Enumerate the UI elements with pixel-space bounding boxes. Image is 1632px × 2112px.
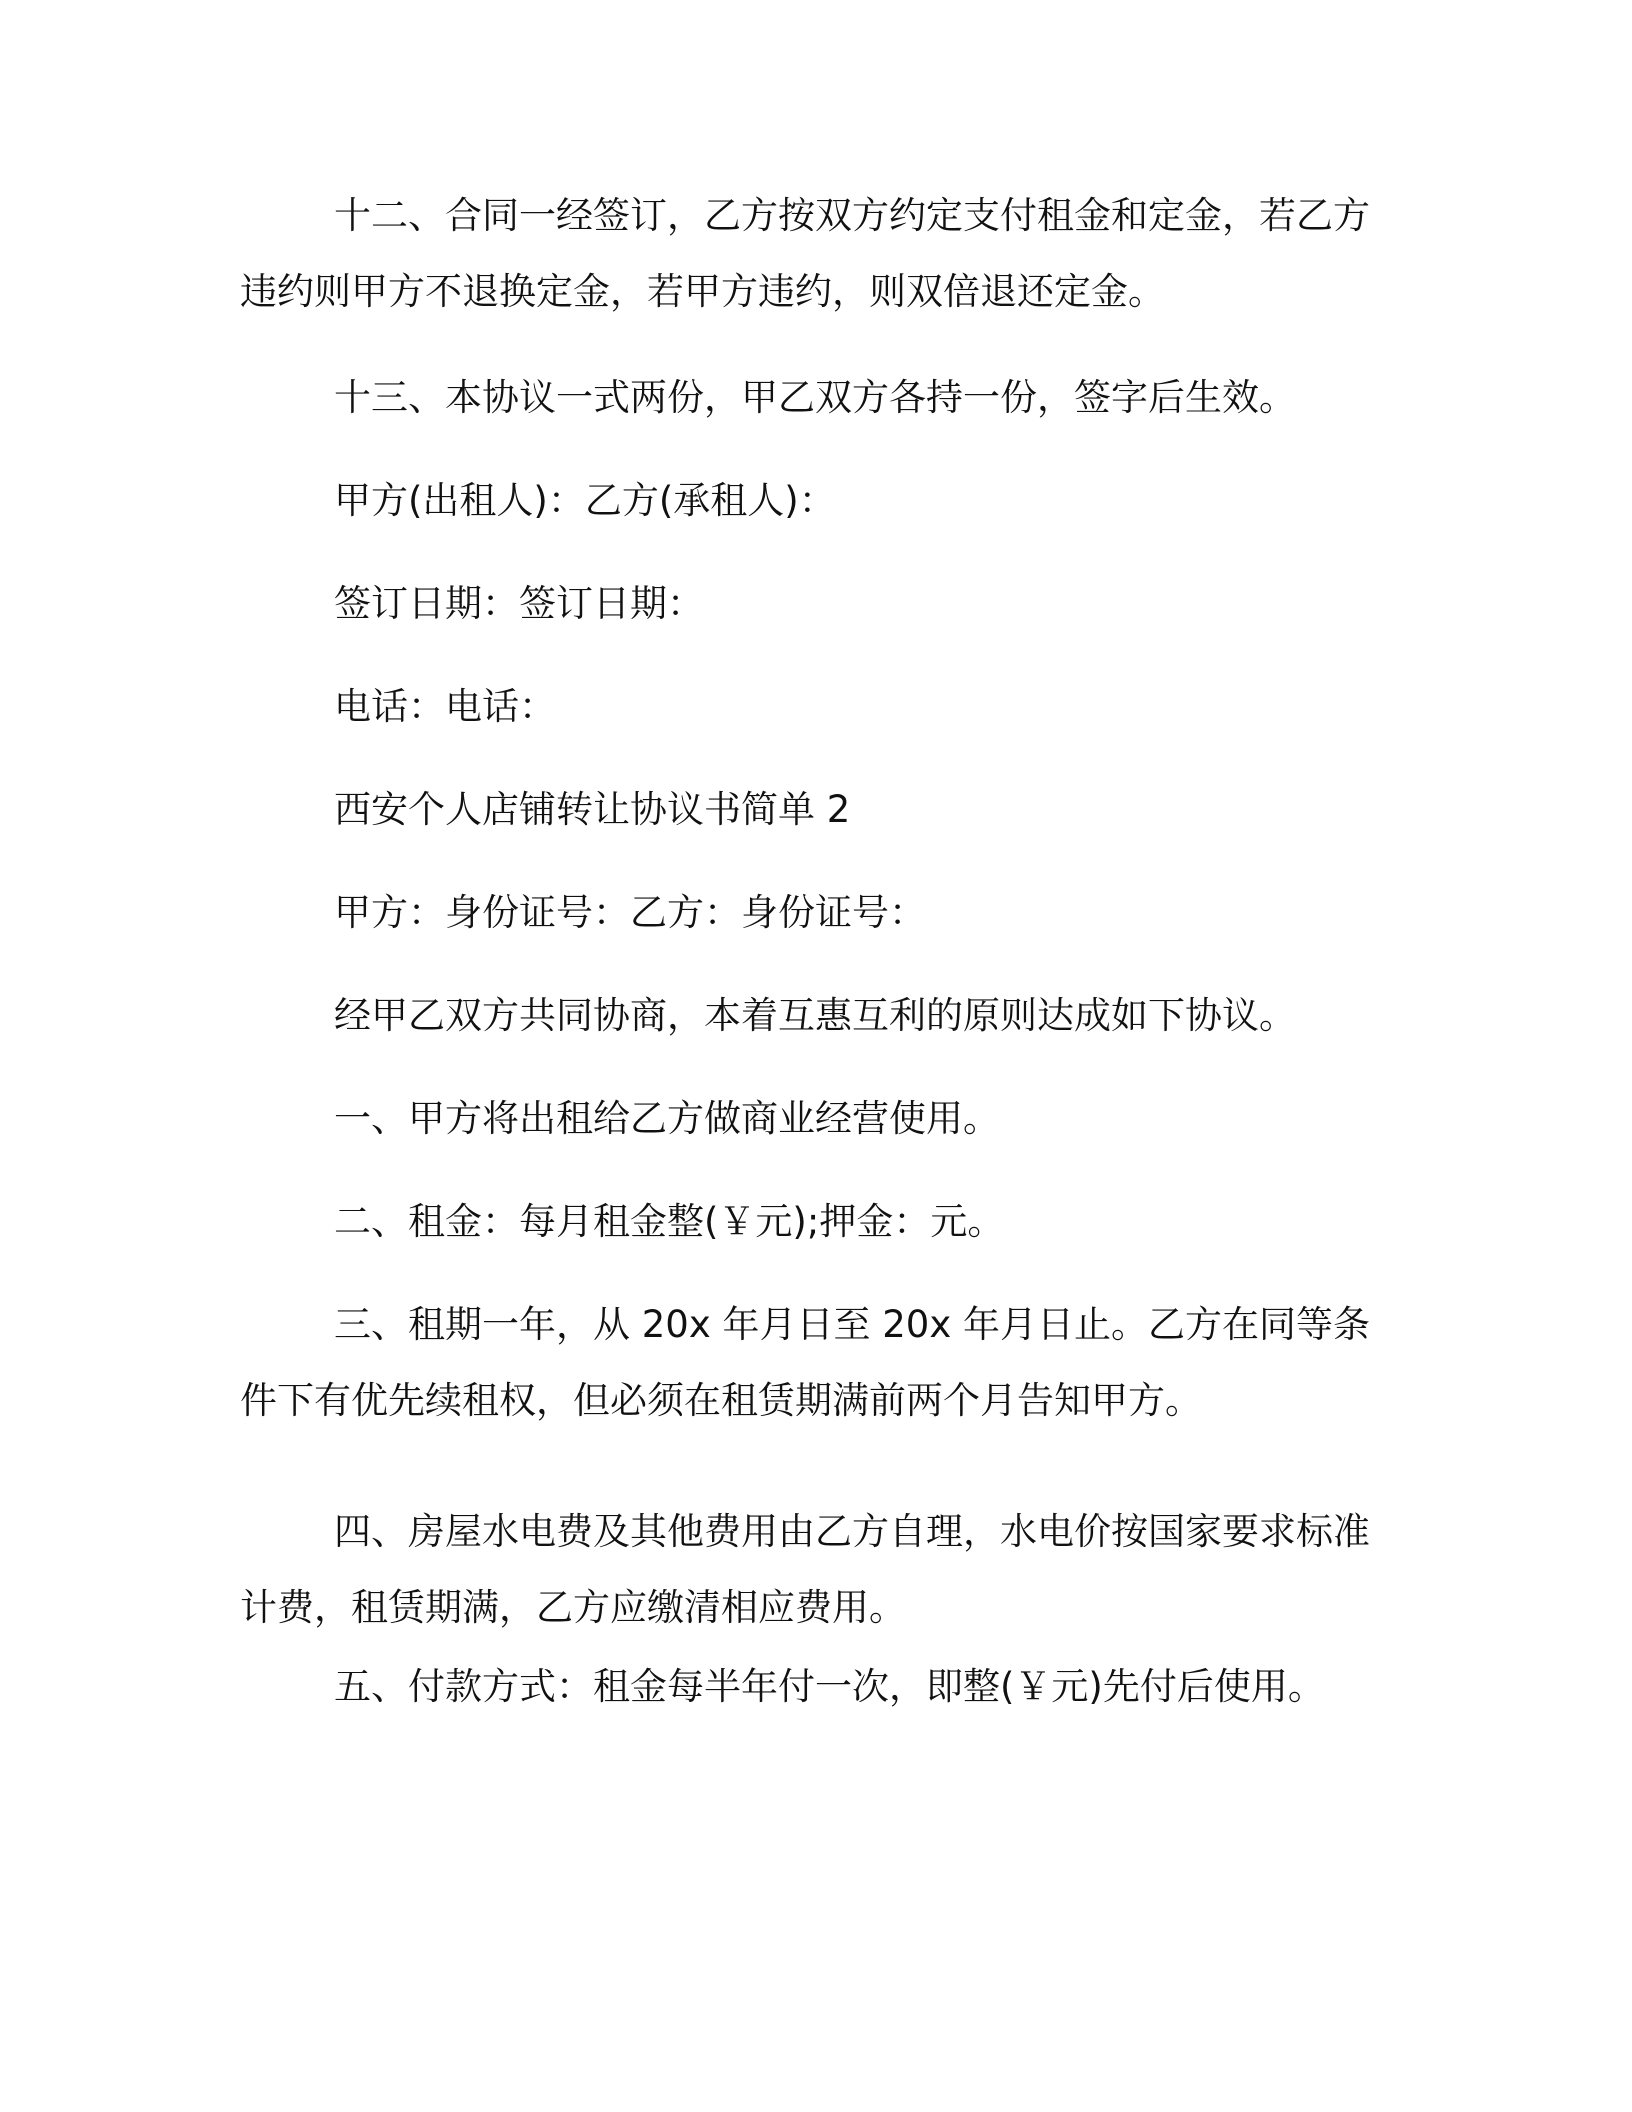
clause-13: 十三、本协议一式两份，甲乙双方各持一份，签字后生效。: [334, 376, 1296, 419]
party-id-line: 甲方：身份证号：乙方：身份证号：: [334, 891, 926, 934]
preamble: 经甲乙双方共同协商，本着互惠互利的原则达成如下协议。: [334, 994, 1296, 1037]
section-heading: 西安个人店铺转让协议书简单 2: [334, 788, 851, 831]
clause-5: 五、付款方式：租金每半年付一次，即整(￥元)先付后使用。: [334, 1665, 1325, 1708]
clause-4-line-2: 计费，租赁期满，乙方应缴清相应费用。: [240, 1586, 906, 1629]
clause-4-line-1: 四、房屋水电费及其他费用由乙方自理，水电价按国家要求标准: [334, 1510, 1370, 1553]
clause-2: 二、租金：每月租金整(￥元);押金：元。: [334, 1200, 1005, 1243]
party-signature-line: 甲方(出租人)：乙方(承租人)：: [334, 479, 836, 522]
clause-12-line-1: 十二、合同一经签订，乙方按双方约定支付租金和定金，若乙方: [334, 194, 1370, 237]
clause-12: [240, 178, 1385, 330]
clause-12-line-2: 违约则甲方不退换定金，若甲方违约，则双倍退还定金。: [240, 270, 1165, 313]
clause-1: 一、甲方将出租给乙方做商业经营使用。: [334, 1097, 1000, 1140]
clause-3-line-1: 三、租期一年，从 20x 年月日至 20x 年月日止。乙方在同等条: [334, 1303, 1370, 1346]
phone-line: 电话：电话：: [334, 685, 556, 728]
clause-4: [240, 1494, 1385, 1646]
clause-3: [240, 1287, 1385, 1439]
clause-3-line-2: 件下有优先续租权，但必须在租赁期满前两个月告知甲方。: [240, 1379, 1202, 1422]
sign-date-line: 签订日期：签订日期：: [334, 582, 704, 625]
